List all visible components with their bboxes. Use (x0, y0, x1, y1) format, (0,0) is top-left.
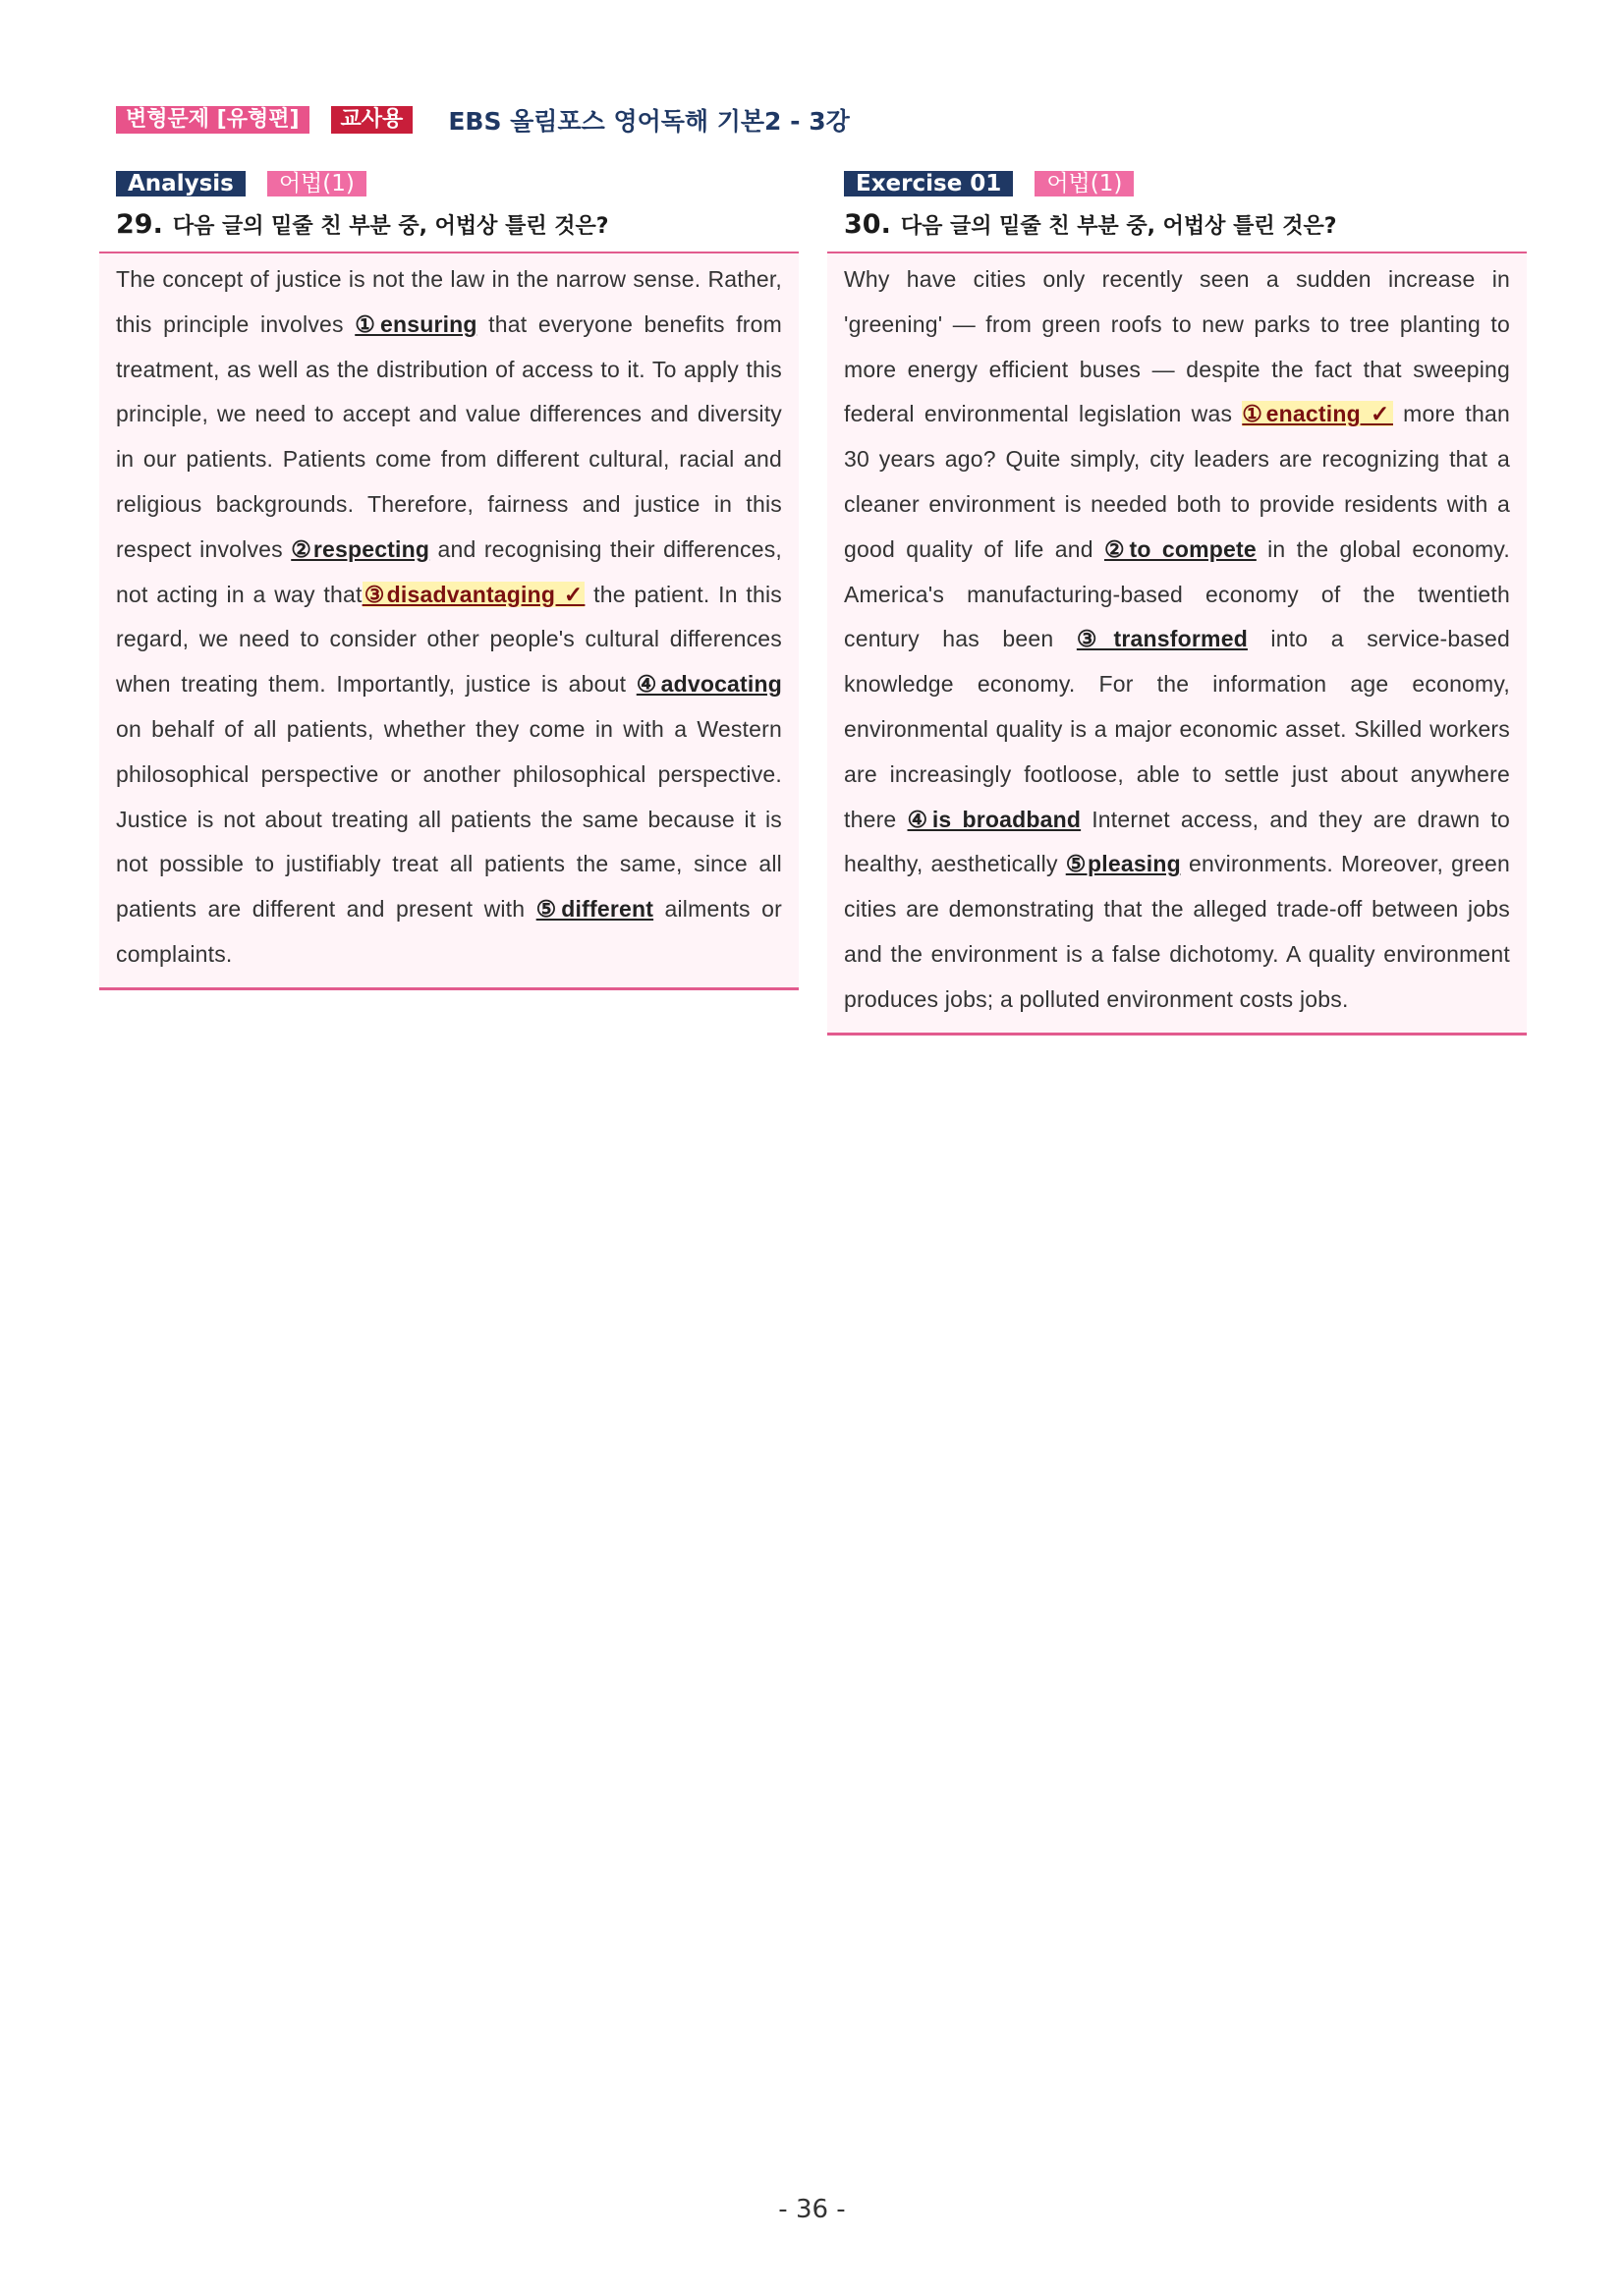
passage-segment: The concept of justice is not the law in the narrow sense. Rather, this principle involves (116, 266, 782, 337)
type-tag: 변형문제 [유형편] (116, 106, 309, 134)
passage-segment: Internet access, and they are drawn to healthy, aesthetically (844, 806, 1510, 877)
page-header (116, 102, 850, 138)
question-prompt: 다음 글의 밑줄 친 부분 중, 어법상 틀린 것은? (172, 213, 609, 239)
grammar-label: 어법(1) (267, 171, 366, 196)
question-29-column (99, 169, 799, 990)
underlined-choice-1: ①ensuring (355, 310, 477, 337)
passage-box (827, 252, 1527, 1036)
underlined-choice-5: ⑤pleasing (1065, 851, 1181, 877)
passage-text (116, 257, 782, 978)
page-number: - 36 - (778, 2195, 846, 2224)
question-number: 30. (844, 208, 891, 240)
passage-text (844, 257, 1510, 1023)
answer-choice-1: ①enacting ✓ (1242, 401, 1393, 427)
passage-segment: the patient. In this regard, we need to consider other people's cultural differences when treating them. Importantly, justice is about (116, 581, 783, 698)
question-title (827, 206, 1527, 242)
question-prompt: 다음 글의 밑줄 친 부분 중, 어법상 틀린 것은? (900, 213, 1337, 239)
question-labels (827, 169, 1527, 198)
question-number: 29. (116, 208, 163, 240)
passage-segment: into a service-based knowledge economy. For the information age economy, environmental quality is a major economic asset. Skilled workers are increasingly footloose, able to settle just about anywhere there (844, 626, 1510, 832)
underlined-choice-2: ②respecting (291, 535, 430, 562)
document-title: EBS 올림포스 영어독해 기본2 - 3강 (448, 107, 850, 136)
underlined-choice-4: ④advocating (636, 671, 782, 698)
passage-segment: and recognising their differences, not acting in a way that (116, 535, 782, 607)
analysis-label: Analysis (116, 171, 246, 196)
passage-box (99, 252, 799, 990)
exercise-label: Exercise 01 (844, 171, 1013, 196)
underlined-choice-3: ③transformed (1076, 626, 1248, 652)
answer-choice-3: ③disadvantaging ✓ (362, 581, 586, 607)
passage-segment: on behalf of all patients, whether they come in with a Western philosophical perspective or another philosophical perspective. Justice is not about treating all patients the same because it is not possible to justifiably treat all patients the same, since all patients are different and present with (116, 715, 782, 923)
grammar-label: 어법(1) (1035, 171, 1134, 196)
question-title (99, 206, 799, 242)
passage-segment: in the global economy. America's manufacturing-based economy of the twentieth century has been (844, 535, 1510, 652)
passage-segment: Why have cities only recently seen a sudden increase in 'greening' — from green roofs to new parks to tree planting to more energy efficient buses — despite the fact that sweeping federal environmental legislation was (844, 266, 1510, 427)
teacher-tag: 교사용 (331, 106, 414, 134)
question-labels (99, 169, 799, 198)
passage-segment: that everyone benefits from treatment, as well as the distribution of access to it. To apply this principle, we need to accept and value differences and diversity in our patients. Patients come from different cultural, racial and religious backgrounds. Therefore, fairness and justice in this respect involves (116, 310, 783, 562)
passage-segment: more than 30 years ago? Quite simply, city leaders are recognizing that a cleaner environment is needed both to provide residents with a good quality of life and (844, 401, 1510, 562)
underlined-choice-5: ⑤different (535, 896, 654, 923)
passage-segment: environments. Moreover, green cities are demonstrating that the alleged trade-off between jobs and the environment is a false dichotomy. A quality environment produces jobs; a polluted environment costs jobs. (844, 851, 1510, 1012)
passage-segment: ailments or complaints. (116, 896, 782, 967)
question-30-column (827, 169, 1527, 1036)
underlined-choice-2: ②to compete (1103, 535, 1257, 562)
underlined-choice-4: ④is broadband (907, 806, 1082, 832)
